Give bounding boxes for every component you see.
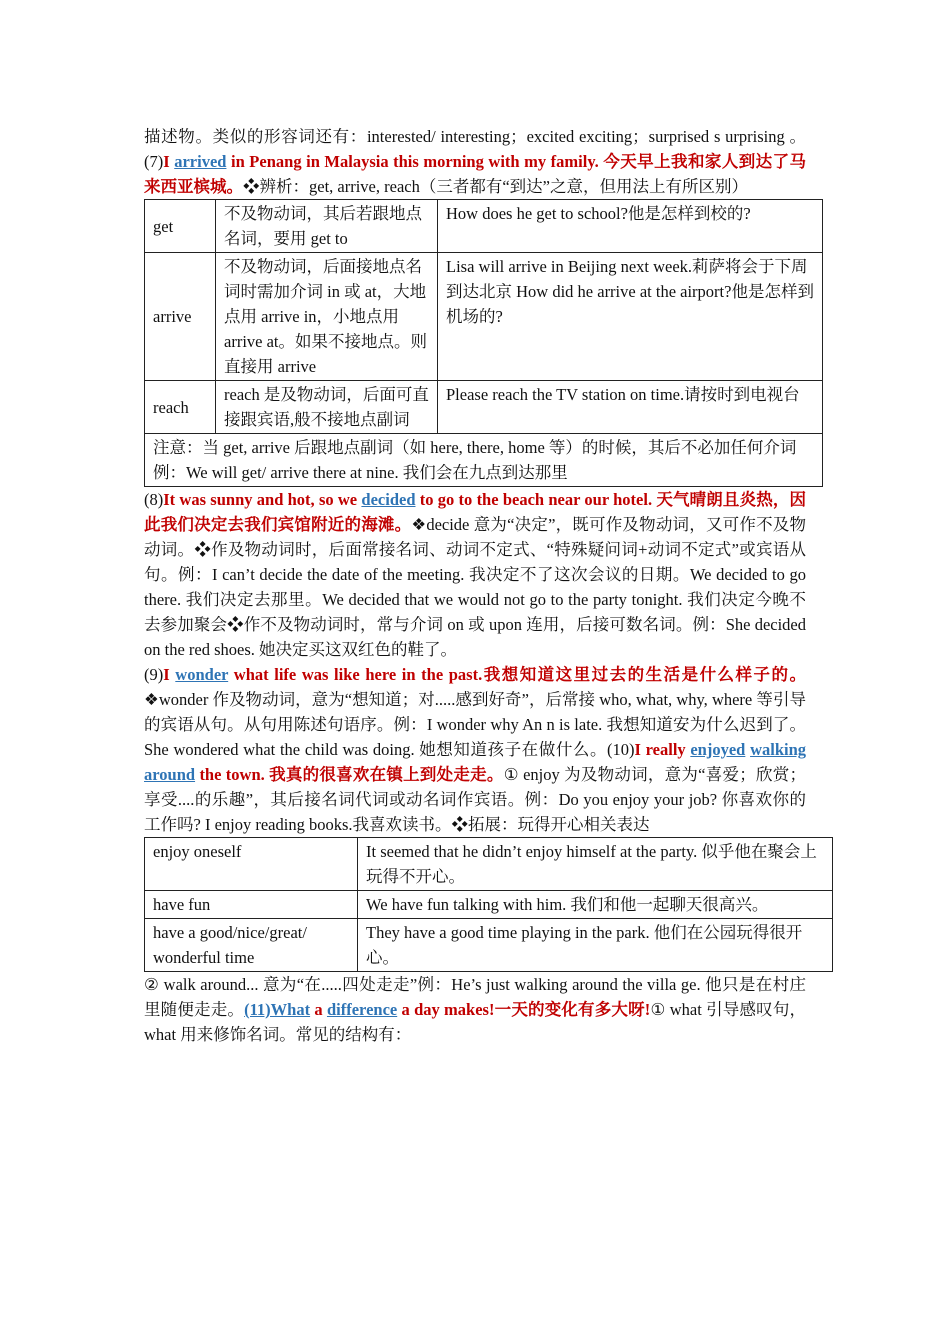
- keyword-walking-around[interactable]: walking around: [144, 740, 806, 784]
- sentence-9-part-b: what life was like here in the past.我想知道这里过去的生活是什么样子的。: [228, 665, 807, 684]
- sentence-8-part-a: It was sunny and hot, so we: [163, 490, 362, 509]
- intro-analysis: ❖辨析：get, arrive, reach（三者都有“到达”之意，但用法上有所区别）: [243, 177, 748, 196]
- section-10-explanation: ① enjoy 为及物动词，意为“喜爱；欣赏；享受....的乐趣”，其后接名词代词或动名词作宾语。例：Do you enjoy your job? 你喜欢你的工作吗? I enjoy reading books.我喜欢读书。❖拓展：玩得开心相关表达: [144, 765, 806, 834]
- sentence-7-part-a: I: [163, 152, 175, 171]
- sentence-8-part-b: to go to the beach near our hotel. 天气晴朗且炎热，因此我们决定去我们宾馆附近的海滩。: [144, 490, 806, 534]
- have-fun-expressions-table: [144, 837, 833, 972]
- keyword-wonder[interactable]: wonder: [175, 665, 229, 684]
- intro-paragraph: [144, 124, 806, 199]
- section-8-explanation: ❖decide 意为“决定”，既可作及物动词，又可作不及物动词。❖作及物动词时，后面常接名词、动词不定式、“特殊疑问词+动词不定式”或宾语从句。例：I can’t decide the date of the meeting. 我决定不了这次会议的日期。We decided to go there. 我们决定去那里。We decided that we would not go to the party tonight. 我们决定今晚不去参加聚会❖作不及物动词时，常与介词 on 或 upon 连用，后接可数名词。例：She decided on the red shoes. 她决定买这双红色的鞋了。: [144, 515, 807, 659]
- table-row: [145, 253, 823, 381]
- sentence-11-part-a: a: [310, 1000, 327, 1019]
- usage-cell: 不及物动词，后面接地点名词时需加介词 in 或 at，大地点用 arrive in，小地点用 arrive at。如果不接地点。则直接用 arrive: [216, 253, 438, 381]
- table-row: [145, 200, 823, 253]
- word-cell: arrive: [145, 253, 216, 381]
- section-9-explanation: ❖wonder 作及物动词，意为“想知道；对.....感到好奇”，后常接 who, what, why, where 等引导的宾语从句。从句用陈述句语序。例：I wonder why An n is late. 我想知道安为什么迟到了。She wondered what the child was doing. 她想知道孩子在做什么。: [144, 690, 806, 759]
- intro-text: 描述物。类似的形容词还有：interested/ interesting；excited exciting；surprised s urprising 。 (7): [144, 127, 806, 171]
- keyword-enjoyed[interactable]: enjoyed: [690, 740, 746, 759]
- sentence-10-part-a: I really: [634, 740, 691, 759]
- phrase-cell: have a good/nice/great/ wonderful time: [145, 919, 358, 972]
- table-row: [145, 838, 833, 891]
- word-cell: reach: [145, 381, 216, 434]
- example-cell: It seemed that he didn’t enjoy himself at the party. 似乎他在聚会上玩得不开心。: [358, 838, 833, 891]
- section-8: [144, 487, 806, 662]
- sentence-7-part-b: in Penang in Malaysia this morning with my family. 今天早上我和家人到达了马来西亚槟城。: [144, 152, 806, 196]
- example-cell: Please reach the TV station on time.请按时到电视台: [438, 381, 823, 434]
- sentence-9-part-a: I: [163, 665, 176, 684]
- example-cell: How does he get to school?他是怎样到校的?: [438, 200, 823, 253]
- section-11-explanation: ① what 引导感叹句，what 用来修饰名词。常见的结构有：: [144, 1000, 807, 1044]
- table-row: [145, 434, 823, 487]
- document-page: [144, 124, 817, 1047]
- walk-around-explanation: ② walk around... 意为“在.....四处走走”例：He’s just walking around the villa ge. 他只是在村庄里随便走走。: [144, 975, 806, 1019]
- usage-cell: reach 是及物动词，后面可直接跟宾语,般不接地点副词: [216, 381, 438, 434]
- section-number: (8): [144, 490, 164, 509]
- phrase-cell: have fun: [145, 891, 358, 919]
- example-cell: We have fun talking with him. 我们和他一起聊天很高兴。: [358, 891, 833, 919]
- table-row: [145, 891, 833, 919]
- table-row: [145, 381, 823, 434]
- keyword-arrived[interactable]: arrived: [174, 152, 227, 171]
- section-9: [144, 662, 806, 837]
- section-number: (9): [144, 665, 164, 684]
- keyword-what[interactable]: (11)What: [244, 1000, 311, 1019]
- phrase-cell: enjoy oneself: [145, 838, 358, 891]
- keyword-difference[interactable]: difference: [326, 1000, 398, 1019]
- usage-cell: 不及物动词，其后若跟地点名词，要用 get to: [216, 200, 438, 253]
- table-row: [145, 919, 833, 972]
- keyword-decided[interactable]: decided: [361, 490, 416, 509]
- verb-comparison-table: [144, 199, 823, 487]
- sentence-11-part-b: a day makes!一天的变化有多大呀!: [397, 1000, 651, 1019]
- sentence-10-part-b: the town. 我真的很喜欢在镇上到处走走。: [195, 765, 504, 784]
- example-cell: Lisa will arrive in Beijing next week.莉萨将会于下周到达北京 How did he arrive at the airport?他是怎样到机场的?: [438, 253, 823, 381]
- section-number: (10): [607, 740, 635, 759]
- note-cell: 注意：当 get, arrive 后跟地点副词（如 here, there, home 等）的时候，其后不必加任何介词例：We will get/ arrive there at nine. 我们会在九点到达那里: [145, 434, 823, 487]
- section-11: [144, 972, 806, 1047]
- example-cell: They have a good time playing in the park. 他们在公园玩得很开心。: [358, 919, 833, 972]
- word-cell: get: [145, 200, 216, 253]
